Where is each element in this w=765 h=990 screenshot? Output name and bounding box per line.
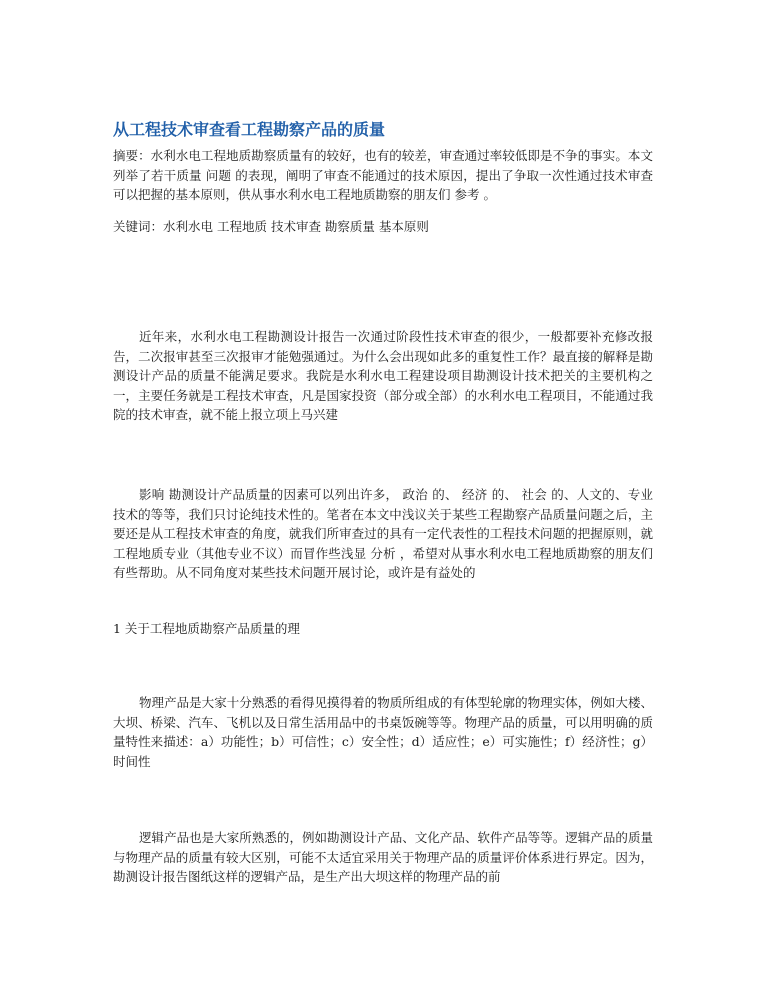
section-heading-1: 1 关于工程地质勘察产品质量的理 <box>113 621 300 636</box>
keywords-line: 关键词：水利水电 工程地质 技术审查 勘察质量 基本原则 <box>113 219 429 234</box>
body-paragraph-4: 逻辑产品也是大家所熟悉的，例如勘测设计产品、文化产品、软件产品等等。逻辑产品的质量与物理产品的质量有较大区别，可能不太适宜采用关于物理产品的质量评价体系进行界定。因为，勘测设计报告图纸这样的逻辑产品，是生产出大坝这样的物理产品的前 <box>113 830 653 884</box>
body-paragraph-3: 物理产品是大家十分熟悉的看得见摸得着的物质所组成的有体型轮廓的物理实体，例如大楼、大坝、桥梁、汽车、飞机以及日常生活用品中的书桌饭碗等等。物理产品的质量，可以用明确的质量特性来描述：a）功能性；b）可信性；c）安全性；d）适应性；e）可实施性；f）经济性；g）时间性 <box>113 695 653 769</box>
body-paragraph-2: 影响 勘测设计产品质量的因素可以列出许多， 政治 的、 经济 的、 社会 的、人文的、专业技术的等等，我们只讨论纯技术性的。笔者在本文中浅议关于某些工程勘察产品质量问题之后，主要还是从工程技术审查的角度，就我们所审查过的具有一定代表性的工程技术问题的把握原则，就工程地质专业（其他专业不议）而冒作些浅显 分析 ，希望对从事水利水电工程地质勘察的朋友们有些帮助。从不同角度对某些技术问题开展讨论，或许是有益处的 <box>113 487 653 580</box>
body-paragraph-1: 近年来，水利水电工程勘测设计报告一次通过阶段性技术审查的很少，一般都要补充修改报告，二次报审甚至三次报审才能勉强通过。为什么会出现如此多的重复性工作？最直接的解释是勘测设计产品的质量不能满足要求。我院是水利水电工程建设项目勘测设计技术把关的主要机构之一，主要任务就是工程技术审查，凡是国家投资（部分或全部）的水利水电工程项目，不能通过我院的技术审查，就不能上报立项上马兴建 <box>113 329 653 422</box>
document-title: 从工程技术审查看工程勘察产品的质量 <box>113 120 386 139</box>
abstract-paragraph: 摘要：水利水电工程地质勘察质量有的较好，也有的较差，审查通过率较低即是不争的事实。本文列举了若干质量 问题 的表现，阐明了审查不能通过的技术原因，提出了争取一次性通过技术审查可以把握的基本原则，供从事水利水电工程地质勘察的朋友们 参考 。 <box>113 148 653 202</box>
